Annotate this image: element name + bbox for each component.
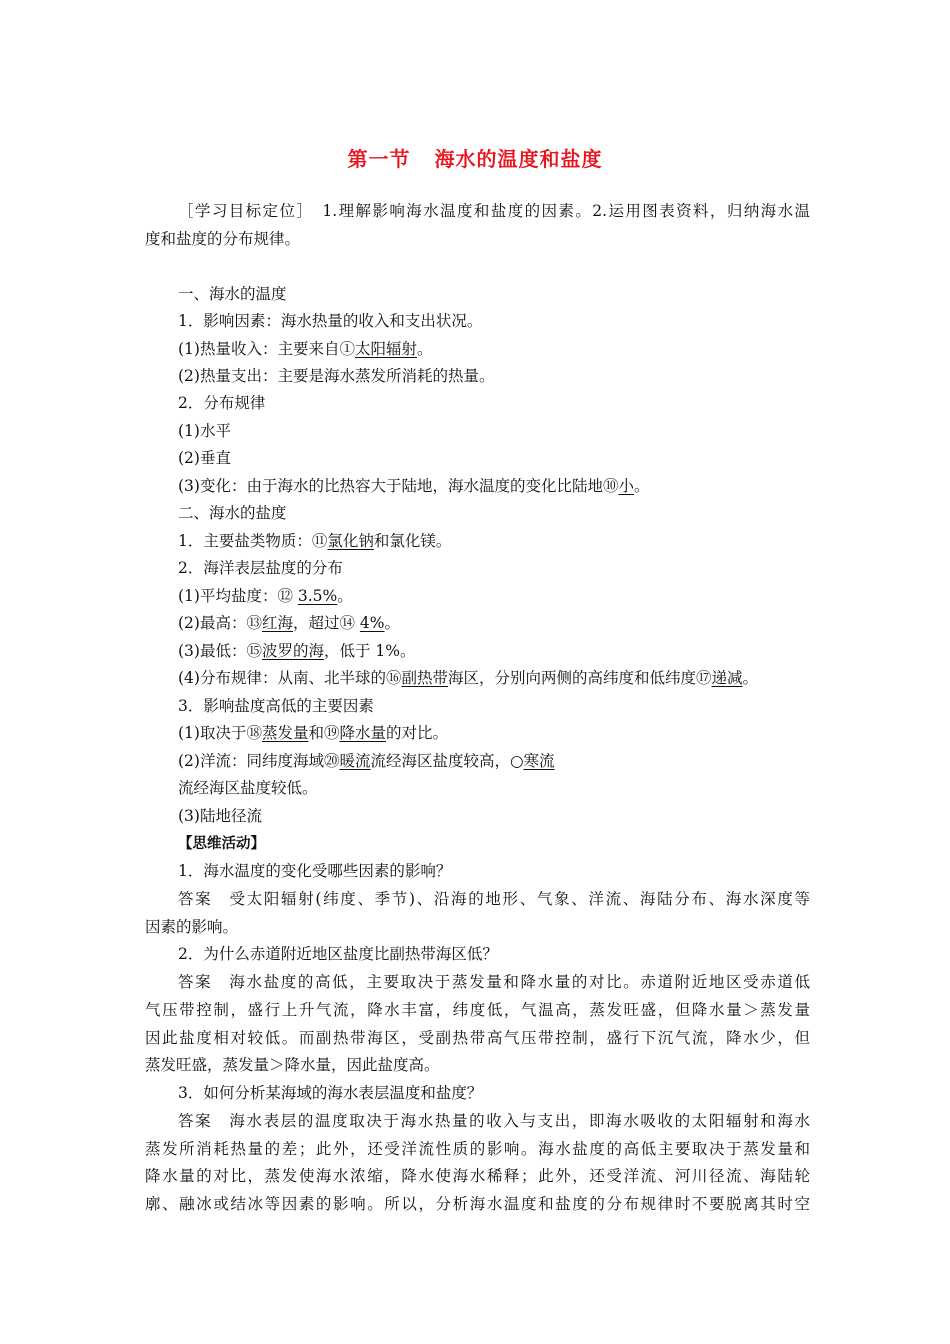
objectives-line-2: 度和盐度的分布规律。 bbox=[145, 230, 301, 248]
question-2: 2．为什么赤道附近地区盐度比副热带海区低？ bbox=[178, 945, 498, 963]
s1-item-2b: (2)垂直 bbox=[178, 449, 231, 467]
answer-blank: 降水量 bbox=[339, 724, 387, 742]
answer-blank: 蒸发量 bbox=[261, 724, 309, 742]
s1-item-2c: (3)变化：由于海水的比热容大于陆地，海水温度的变化比陆地⑩小。 bbox=[178, 477, 650, 495]
answer-blank: 递减 bbox=[711, 669, 743, 687]
s2-item-2d: (4)分布规律：从南、北半球的⑯副热带海区，分别向两侧的高纬度和低纬度⑰递减。 bbox=[178, 669, 759, 687]
s2-item-3a: (1)取决于⑱蒸发量和⑲降水量的对比。 bbox=[178, 724, 449, 742]
answer-blank: 波罗的海 bbox=[261, 642, 324, 660]
s2-item-3b: (2)洋流：同纬度海域⑳暖流流经海区盐度较高，○寒流 bbox=[178, 752, 555, 770]
s2-item-2: 2．海洋表层盐度的分布 bbox=[178, 559, 343, 577]
s1-item-2a: (1)水平 bbox=[178, 422, 231, 440]
s1-item-1a: (1)热量收入：主要来自①太阳辐射。 bbox=[178, 340, 433, 358]
answer-blank: 太阳辐射 bbox=[354, 340, 417, 358]
s2-item-3b-cont: 流经海区盐度较低。 bbox=[178, 779, 318, 797]
page-title bbox=[0, 143, 950, 172]
answer-3-line-3: 降水量的对比，蒸发使海水浓缩，降水使海水稀释；此外，还受洋流、河川径流、海陆轮 bbox=[145, 1167, 810, 1185]
title-text: 海水的温度和盐度 bbox=[434, 147, 603, 171]
objectives-line-1: ［学习目标定位］ 1.理解影响海水温度和盐度的因素。2.运用图表资料，归纳海水温 bbox=[178, 202, 810, 220]
s2-item-1: 1．主要盐类物质：⑪氯化钠和氯化镁。 bbox=[178, 532, 452, 550]
title-section-number: 第一节 bbox=[347, 147, 411, 171]
answer-1-line-2: 因素的影响。 bbox=[145, 918, 239, 936]
answer-1-line-1: 答案 受太阳辐射(纬度、季节)、沿海的地形、气象、洋流、海陆分布、海水深度等 bbox=[178, 890, 810, 908]
answer-3-line-1: 答案 海水表层的温度取决于海水热量的收入与支出，即海水吸收的太阳辐射和海水 bbox=[178, 1112, 810, 1130]
s2-item-2a: (1)平均盐度：⑫ 3.5%。 bbox=[178, 587, 353, 605]
question-3: 3．如何分析某海域的海水表层温度和盐度？ bbox=[178, 1084, 483, 1102]
section-2-heading: 二、海水的盐度 bbox=[178, 504, 287, 522]
answer-blank: 副热带 bbox=[401, 669, 448, 687]
answer-2-line-3: 因此盐度相对较低。而副热带海区，受副热带高气压带控制，盛行下沉气流，降水少，但 bbox=[145, 1029, 810, 1047]
thinking-heading: 【思维活动】 bbox=[178, 836, 265, 852]
section-1-heading: 一、海水的温度 bbox=[178, 285, 287, 303]
answer-blank: 小 bbox=[618, 477, 634, 495]
s1-item-2: 2．分布规律 bbox=[178, 394, 266, 412]
answer-blank: 3.5% bbox=[297, 587, 338, 605]
s1-item-1b: (2)热量支出：主要是海水蒸发所消耗的热量。 bbox=[178, 367, 495, 385]
s2-item-3: 3．影响盐度高低的主要因素 bbox=[178, 697, 374, 715]
s2-item-2b: (2)最高：⑬红海，超过⑭ 4%。 bbox=[178, 614, 401, 632]
s2-item-2c: (3)最低：⑮波罗的海，低于 1%。 bbox=[178, 642, 416, 660]
answer-blank: 氯化钠 bbox=[327, 532, 374, 550]
answer-blank: 暖流 bbox=[339, 752, 371, 770]
answer-blank: 红海 bbox=[261, 614, 293, 632]
answer-2-line-1: 答案 海水盐度的高低，主要取决于蒸发量和降水量的对比。赤道附近地区受赤道低 bbox=[178, 973, 810, 991]
s2-item-3c: (3)陆地径流 bbox=[178, 807, 262, 825]
answer-2-line-2: 气压带控制，盛行上升气流，降水丰富，纬度低，气温高，蒸发旺盛，但降水量＞蒸发量 bbox=[145, 1001, 810, 1019]
s1-item-1: 1．影响因素：海水热量的收入和支出状况。 bbox=[178, 312, 483, 330]
question-1: 1．海水温度的变化受哪些因素的影响？ bbox=[178, 862, 452, 880]
answer-blank: 寒流 bbox=[523, 752, 555, 770]
answer-3-line-4: 廓、融冰或结冰等因素的影响。所以，分析海水温度和盐度的分布规律时不要脱离其时空 bbox=[145, 1195, 810, 1213]
answer-2-line-4: 蒸发旺盛，蒸发量＞降水量，因此盐度高。 bbox=[145, 1056, 440, 1074]
answer-3-line-2: 蒸发所消耗热量的差；此外，还受洋流性质的影响。海水盐度的高低主要取决于蒸发量和 bbox=[145, 1140, 810, 1158]
answer-blank: 4% bbox=[359, 614, 385, 632]
